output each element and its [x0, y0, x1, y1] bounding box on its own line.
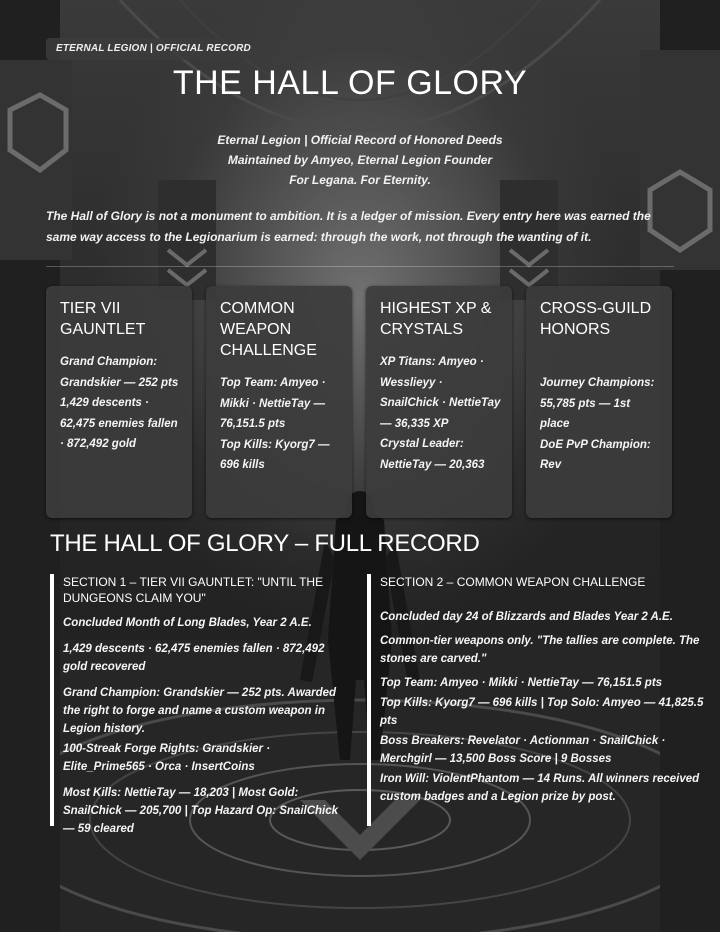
card-line: DoE PvP Champion: Rev — [540, 438, 651, 471]
card-line: XP Titans: Amyeo · Wesslieyy · SnailChick · NettieTay — 36,335 XP — [380, 356, 501, 430]
section-2-common-weapon — [367, 574, 707, 826]
card-tier-vii-gauntlet — [46, 286, 192, 518]
record-line: Grand Champion: Grandskier — 252 pts. Awarded the right to forge and name a custom weapon in Legion history. — [63, 687, 337, 735]
record-line: Most Kills: NettieTay — 18,203 | Most Gold: SnailChick — 205,700 | Top Hazard Op: SnailChick — 59 cleared — [63, 787, 339, 835]
card-highest-xp-crystals — [366, 286, 512, 518]
card-line: Journey Champions: 55,785 pts — 1st place — [540, 377, 655, 430]
card-body — [380, 352, 502, 475]
card-line: 1,429 descents · 62,475 enemies fallen · 872,492 gold — [60, 397, 178, 450]
card-body — [220, 373, 342, 476]
card-line: Crystal Leader: NettieTay — 20,363 — [380, 438, 485, 471]
card-line: Grand Champion: Grandskier — 252 pts — [60, 356, 179, 389]
section-heading: SECTION 1 – TIER VII GAUNTLET: "UNTIL THE DUNGEONS CLAIM YOU" — [63, 575, 324, 605]
subtitle-block — [0, 130, 720, 190]
record-line: Concluded day 24 of Blizzards and Blades Year 2 A.E. — [380, 611, 673, 623]
record-line: Common-tier weapons only. "The tallies are complete. The stones are carved." — [380, 635, 700, 665]
record-line: Top Kills: Kyorg7 — 696 kills | Top Solo: Amyeo — 41,825.5 pts — [380, 697, 704, 727]
section-heading: SECTION 2 – COMMON WEAPON CHALLENGE — [380, 575, 646, 589]
card-title: TIER VII GAUNTLET — [60, 300, 146, 338]
card-line: Top Kills: Kyorg7 — 696 kills — [220, 438, 330, 471]
card-line: Top Team: Amyeo · Mikki · NettieTay — 76,151.5 pts — [220, 377, 326, 430]
record-line: 100-Streak Forge Rights: Grandskier · Elite_Prime565 · Orca · InsertCoins — [63, 743, 271, 773]
divider — [46, 266, 674, 267]
card-cross-guild-honors — [526, 286, 672, 518]
record-line: Boss Breakers: Revelator · Actionman · SnailChick · Merchgirl — 13,500 Boss Score | 9 Bosses — [380, 735, 666, 765]
record-tag: ETERNAL LEGION | OFFICIAL RECORD — [46, 38, 261, 60]
card-title: COMMON WEAPON CHALLENGE — [220, 300, 317, 359]
page-title: THE HALL OF GLORY — [172, 64, 528, 102]
subtitle-line: Eternal Legion | Official Record of Honored Deeds — [217, 133, 503, 147]
record-line: Iron Will: ViolentPhantom — 14 Runs. All winners received custom badges and a Legion prize by post. — [380, 773, 700, 803]
card-title: CROSS-GUILD HONORS — [540, 300, 652, 338]
card-body — [60, 352, 182, 455]
record-line: Top Team: Amyeo · Mikki · NettieTay — 76,151.5 pts — [380, 677, 663, 689]
subtitle-line: For Legana. For Eternity. — [289, 173, 431, 187]
card-body — [540, 373, 662, 476]
full-record-title: THE HALL OF GLORY – FULL RECORD — [50, 530, 480, 557]
section-1-tier-vii — [50, 574, 350, 835]
record-line: Concluded Month of Long Blades, Year 2 A.E. — [63, 617, 312, 629]
card-title: HIGHEST XP & CRYSTALS — [380, 300, 492, 338]
record-line: 1,429 descents · 62,475 enemies fallen · 872,492 gold recovered — [63, 643, 325, 673]
subtitle-line: Maintained by Amyeo, Eternal Legion Founder — [227, 153, 493, 167]
card-common-weapon-challenge — [206, 286, 352, 518]
intro-paragraph: The Hall of Glory is not a monument to ambition. It is a ledger of mission. Every entry here was earned the same way access to the Legionarium is earned: through the work, not through the wanting of it. — [46, 209, 651, 244]
